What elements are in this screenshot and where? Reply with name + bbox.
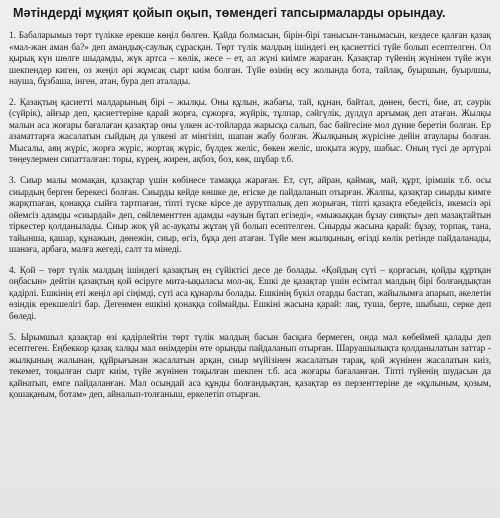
document-title: Мәтіндерді мұқият қойып оқып, төмендегі тапсырмаларды орындау. [13,6,446,20]
paragraph-5: 5. Ырымшыл қазақтар өзі қадірлейтін төрт түлік малдың басын басқаға бермеген, онда мал көбеймей қалады деп есептеген. Еңбеккор қазақ халқы мал өнімдерін өте орынды пайдаланып отырған. Шаруашылықта қолданылатын заттар - жылқының жалынан, құйрығынан жасалатын арқан, сиыр мүйізінен жасалатын тарақ, қой жүнінен жасалатын киіз, текемет, тоқылған сырт киім, түйе жүнінен тоқылған шекпен т.б. аса жоғары бағаланған. Тіпті түйенің шудасын да қайнатып, емге пайдаланған. Мал осындай аса құнды болғандықтан, қазақтар өз перзенттеріне де «құлыным, қозым, қошақаным, ботам» деп, айналып-толғаныш, еркелетіп отырған. [9,332,491,401]
paragraph-2: 2. Қазақтың қасиетті малдарының бірі – жылқы. Оны құлын, жабағы, тай, құнан, байтал, дөнен, бесті, бие, ат, сәурік (сүйрік), айғыр деп, қасиеттеріне қарай жорға, сұжорға, жүйрік, тұлпар, сәйгүлік, дүлдүл арғымақ деп атаған. Жылқы малын аса жоғары бағалаған қазақтар оны үлкен ас-тойларда жарысқа салып, бас бәйгесіне мол дүние беретін болған. Ер азаматтарға жасалатын сыйдың да үлкені ат мінгізіп, шапан жабу болған. Жылқының жүрісіне дейін атаулары болған. Мысалы, аяң жүріс, жорға жүріс, жортақ жүріс, бүлдек желіс, бөкен желіс, шоқыта жүру, шабыс. Оның түсі де әртүрлі төңеулермен сипатталған: торы, күрең, жирен, ақбоз, боз, көк, шұбар т.б. [9,97,491,166]
paragraph-1: 1. Бабаларымыз төрт түлікке ерекше көңіл бөлген. Қайда болмасын, бірін-бірі танысын-танымасын, кездесе қалған қазақ «мал-жан аман ба?» деп амандық-саулық сұрасқан. Төрт түлік малдың ішіндегі ең қасиеттісі түйе болып есептелген. Ол қырық күн шөлге шыдамды, жүк артса – көлік, жесе – ет, ал жүні киімге жараған. Қазақтар түйенің жүнінен түйе жүн шекпендер киген, оз жеңіл әрі жұмсақ сырт киім болған. Түйе өзінің өсу жолында бота, тайлақ, буыршын, буырлшы, науша, бұзбаша, інген, атан, бура деп аталады. [9,31,491,88]
paragraph-3: 3. Сиыр малы момақан, қазақтар үшін көбінесе тамаққа жараған. Ет, сүт, айран, қаймақ, май, құрт, ірімшік т.б. осы сиырдың берген берекесі болған. Сиырды кейде көшке де, егіске де пайдаланып отырған. Жалпы, қазақтар сиырды кимге жарқтпаған, қонаққа сыйға тартпаған, тіпті түске кірсе де аурутпалық деп жорыған, тіпті қазақта ебедейсіз, икемсіз әрі ойемсіз адамды «сиырдай» деп, сөйлементтен адамды «аузын бұтап егізеді», «мыжыққан бұзау сияқты» деп мазақтайтын тіркестер қолданылады. Сиыр жоқ үй ас-ауқаты жұтаң үй болып есептелген. Сиырды жасына қарай: бұзау, торпақ, тана, тайынша, қашар, құнажын, дөнежін, сиыр, өгіз, бұқа деп атаған. Түйе мен жылқының, өгіздi көлік ретінде пайдаланады, шанаға, арбаға, малға жегеді, салт та мінеді. [9,176,491,256]
paragraph-4: 4. Қой – төрт түлік малдың ішіндегі қазақтың ең сүйіктісі десе де болады. «Қойдың сүті – қорғасын, қойды құртқан оңбасын» дейтін қазақтың қой өсіруге мита-ықыласы мол-ақ. Ешкі де қазақтар үшін есімтал малдың бірі болғандықтан қадірлі. Ешкінің еті жеңіл әрі сіңімді, сүті аса құнарлы болады. Ешкінің бүкіл отарды бастап, жайылымға апарып, әкелетін өзіндік ерекшелігі бар. Дегенмен ешкіні қонаққа соймайды. Ешкіні жасына қарай: лақ, туша, берте, шыбыш, серке деп бөледі. [9,265,491,323]
